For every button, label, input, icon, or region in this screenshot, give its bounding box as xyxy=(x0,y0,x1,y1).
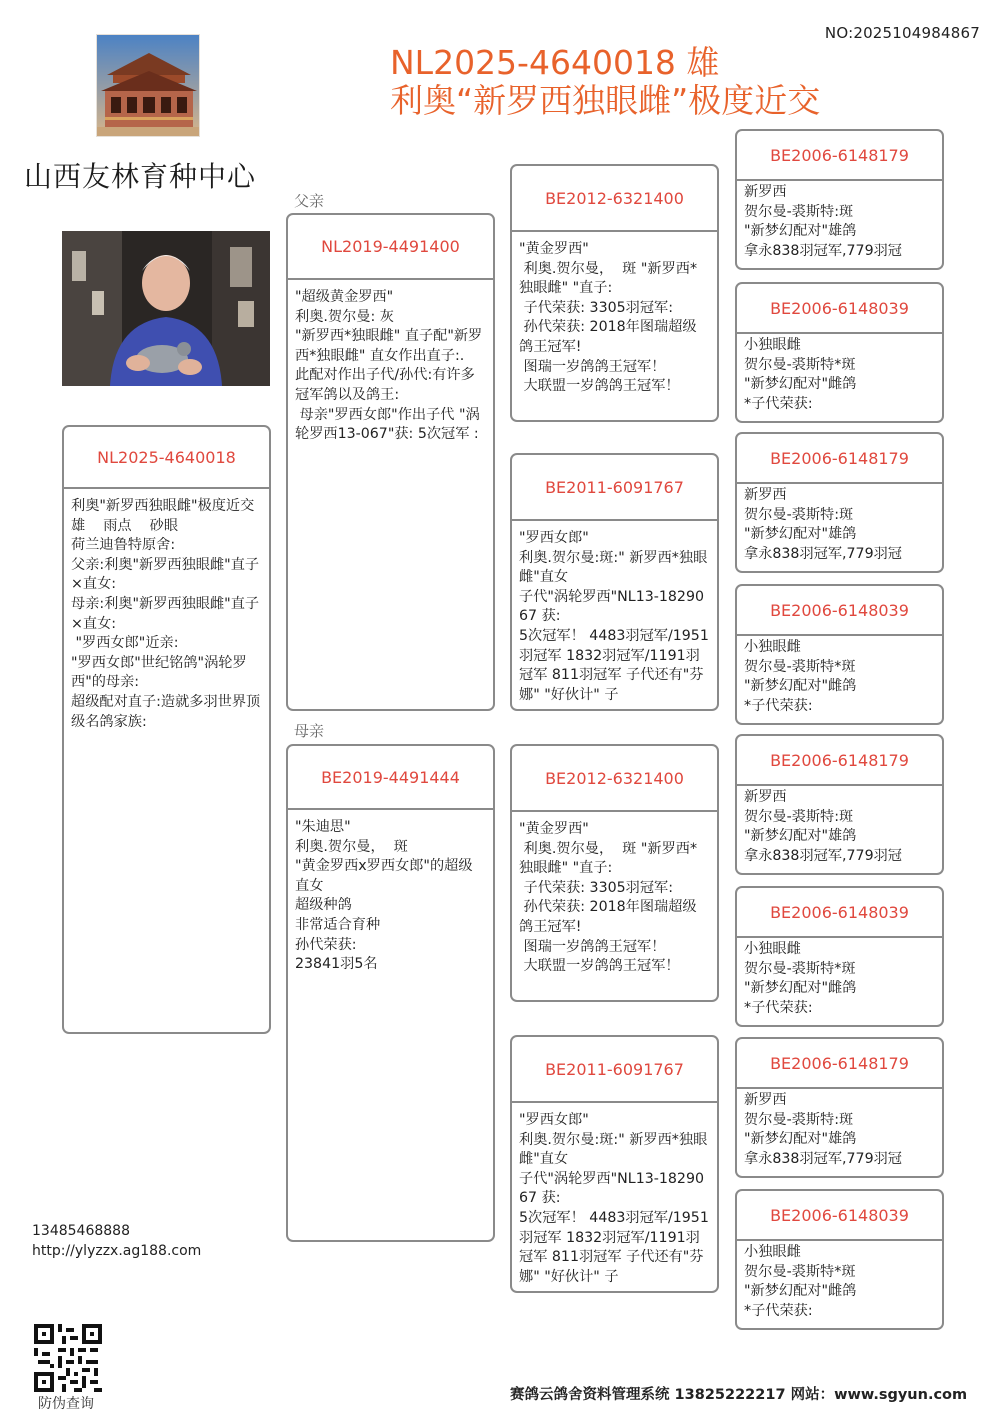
note-line: 拿永838羽冠军,779羽冠 xyxy=(744,545,902,562)
note-line: "罗西女郎"近亲: xyxy=(71,635,179,652)
note-line: 图瑞一岁鸽鸽王冠军！ xyxy=(519,938,666,955)
note-line: "朱迪思" xyxy=(295,819,351,835)
ancestor-card xyxy=(735,282,944,423)
note-line: 贺尔曼-裘斯特:斑 xyxy=(744,808,854,825)
contact-url[interactable]: http://ylyzzx.ag188.com xyxy=(32,1243,202,1259)
document-number: NO:2025104984867 xyxy=(824,24,980,42)
note-line: "黄金罗西x罗西女郎"的超级直女 xyxy=(295,858,473,894)
note-line: 利奥.贺尔曼:斑:" 新罗西*独眼雌"直女 xyxy=(519,1131,708,1168)
sire-card xyxy=(286,213,495,711)
note-line: 孙代荣获: 2018年图瑞超级鸽王冠军! xyxy=(519,319,697,355)
note-line: 非常适合育种 xyxy=(295,916,381,933)
note-line: 利奥.贺尔曼:斑:" 新罗西*独眼雌"直女 xyxy=(519,549,708,586)
note-line: 母亲:利奥"新罗西独眼雌"直子×直女: xyxy=(71,595,260,632)
note-line: 贺尔曼-裘斯特:斑 xyxy=(744,203,854,220)
note-line: 贺尔曼-裘斯特*斑 xyxy=(744,1263,856,1280)
ring-number: BE2006-6148179 xyxy=(737,736,942,786)
note-line: "新梦幻配对"雄鸽 xyxy=(744,828,857,845)
card-notes xyxy=(737,334,942,421)
subject-card xyxy=(62,425,271,1034)
note-line: 贺尔曼-裘斯特*斑 xyxy=(744,356,856,373)
ring-number: NL2025-4640018 xyxy=(64,427,269,489)
qr-caption: 防伪查询 xyxy=(38,1396,94,1412)
ancestor-card xyxy=(735,129,944,270)
qr-code[interactable] xyxy=(34,1324,102,1392)
ring-number: BE2006-6148039 xyxy=(737,586,942,636)
note-line: 图瑞一岁鸽鸽王冠军！ xyxy=(519,358,666,375)
subject-notes xyxy=(64,489,269,1032)
note-line: 此配对作出子代/孙代:有许多冠军鸽以及鸽王: xyxy=(295,367,475,403)
note-line: 贺尔曼-裘斯特*斑 xyxy=(744,960,856,977)
note-line: *子代荣获: xyxy=(744,395,813,412)
card-notes xyxy=(737,786,942,873)
organization-name: 山西友林育种中心 xyxy=(24,160,257,193)
ring-number: BE2006-6148179 xyxy=(737,131,942,181)
ring-number: BE2012-6321400 xyxy=(512,746,717,812)
card-notes xyxy=(512,232,717,420)
note-line: 利奥.贺尔曼: 灰 xyxy=(295,308,394,325)
note-line: 利奥.贺尔曼， 斑 "新罗西*独眼雌" "直子: xyxy=(519,260,698,297)
note-line: 5次冠军！ 4483羽冠军/1951羽冠军 1832羽冠军/1191羽冠军 811羽冠军 子代还有"芬娜" "好伙计" 子 xyxy=(519,627,709,703)
note-line: 新罗西 xyxy=(744,1092,787,1108)
note-line: "超级黄金罗西" xyxy=(295,289,394,305)
note-line: 子代荣获: 3305羽冠军: xyxy=(519,299,674,316)
note-line: 孙代荣获: xyxy=(295,936,357,953)
note-line: 贺尔曼-裘斯特*斑 xyxy=(744,658,856,675)
granddam-paternal-card xyxy=(510,453,719,711)
ring-number: BE2006-6148179 xyxy=(737,1039,942,1089)
card-notes xyxy=(737,1241,942,1328)
note-line: "新梦幻配对"雄鸽 xyxy=(744,1131,857,1148)
loft-logo-image xyxy=(96,34,200,137)
ring-number: NL2019-4491400 xyxy=(288,215,493,280)
note-line: 大联盟一岁鸽鸽王冠军！ xyxy=(519,958,680,975)
note-line: 贺尔曼-裘斯特:斑 xyxy=(744,506,854,523)
pigeon-title-line-2: 利奥“新罗西独眼雌”极度近交 xyxy=(390,81,821,120)
note-line: 贺尔曼-裘斯特:斑 xyxy=(744,1111,854,1128)
note-line: *子代荣获: xyxy=(744,697,813,714)
ancestor-card xyxy=(735,1037,944,1178)
ancestor-card xyxy=(735,432,944,573)
mother-label: 母亲 xyxy=(294,722,325,740)
note-line: 子代"涡轮罗西"NL13-1829067 获: xyxy=(519,1170,704,1207)
note-line: 孙代荣获: 2018年图瑞超级鸽王冠军! xyxy=(519,899,697,935)
ring-number: BE2006-6148039 xyxy=(737,888,942,938)
breeder-photo xyxy=(62,231,270,386)
note-line: "罗西女郎"世纪铭鸽"涡轮罗西"的母亲: xyxy=(71,654,247,691)
contact-phone: 13485468888 xyxy=(32,1223,130,1239)
note-line: 雄 雨点 砂眼 xyxy=(71,517,179,534)
dam-notes xyxy=(288,810,493,1240)
note-line: "新梦幻配对"雌鸽 xyxy=(744,376,857,393)
note-line: "新梦幻配对"雌鸽 xyxy=(744,980,857,997)
note-line: 利奥"新罗西独眼雌"极度近交 xyxy=(71,498,255,514)
note-line: 利奥.贺尔曼， 斑 xyxy=(295,838,408,855)
ring-number: BE2011-6091767 xyxy=(512,1037,717,1103)
card-notes xyxy=(737,484,942,571)
ring-number: BE2012-6321400 xyxy=(512,166,717,232)
note-line: "新梦幻配对"雌鸽 xyxy=(744,678,857,695)
footer-system-info: 赛鸽云鸽舍资料管理系统 13825222217 网站：www.sgyun.com xyxy=(510,1387,968,1403)
grandsire-maternal-card xyxy=(510,744,719,1002)
note-line: 超级种鸽 xyxy=(295,897,352,914)
father-label: 父亲 xyxy=(294,192,325,210)
note-line: 母亲"罗西女郎"作出子代 "涡轮罗西13-067"获: 5次冠军 : xyxy=(295,406,480,443)
note-line: 新罗西 xyxy=(744,789,787,805)
ancestor-card xyxy=(735,734,944,875)
note-line: 新罗西 xyxy=(744,487,787,503)
card-notes xyxy=(512,1103,717,1291)
card-notes xyxy=(737,1089,942,1176)
note-line: 小独眼雌 xyxy=(744,639,801,655)
card-notes xyxy=(737,938,942,1025)
note-line: 利奥.贺尔曼， 斑 "新罗西*独眼雌" "直子: xyxy=(519,840,698,877)
ring-number: BE2006-6148039 xyxy=(737,1191,942,1241)
card-notes xyxy=(512,812,717,1000)
ring-number: BE2011-6091767 xyxy=(512,455,717,521)
ancestor-card xyxy=(735,584,944,725)
note-line: 父亲:利奥"新罗西独眼雌"直子×直女: xyxy=(71,556,260,593)
note-line: 拿永838羽冠军,779羽冠 xyxy=(744,847,902,864)
ring-number: BE2006-6148179 xyxy=(737,434,942,484)
note-line: "新梦幻配对"雄鸽 xyxy=(744,526,857,543)
note-line: 子代"涡轮罗西"NL13-1829067 获: xyxy=(519,588,704,625)
note-line: 小独眼雌 xyxy=(744,337,801,353)
note-line: *子代荣获: xyxy=(744,999,813,1016)
grandsire-paternal-card xyxy=(510,164,719,422)
note-line: 大联盟一岁鸽鸽王冠军！ xyxy=(519,378,680,395)
note-line: 荷兰迪鲁特原舍: xyxy=(71,537,176,554)
note-line: "罗西女郎" xyxy=(519,1112,589,1128)
note-line: *子代荣获: xyxy=(744,1302,813,1319)
granddam-maternal-card xyxy=(510,1035,719,1293)
card-notes xyxy=(512,521,717,709)
note-line: 5次冠军！ 4483羽冠军/1951羽冠军 1832羽冠军/1191羽冠军 811羽冠军 子代还有"芬娜" "好伙计" 子 xyxy=(519,1209,709,1285)
note-line: 拿永838羽冠军,779羽冠 xyxy=(744,1150,902,1167)
ancestor-card xyxy=(735,1189,944,1330)
card-notes xyxy=(737,636,942,723)
note-line: 子代荣获: 3305羽冠军: xyxy=(519,879,674,896)
note-line: 小独眼雌 xyxy=(744,1244,801,1260)
dam-card xyxy=(286,744,495,1242)
note-line: 超级配对直子:造就多羽世界顶级名鸽家族: xyxy=(71,693,261,730)
ring-number: BE2006-6148039 xyxy=(737,284,942,334)
note-line: 拿永838羽冠军,779羽冠 xyxy=(744,242,902,259)
pigeon-title-line-1: NL2025-4640018 雄 xyxy=(390,43,720,82)
note-line: "黄金罗西" xyxy=(519,241,589,257)
note-line: "罗西女郎" xyxy=(519,530,589,546)
note-line: 小独眼雌 xyxy=(744,941,801,957)
sire-notes xyxy=(288,280,493,709)
note-line: "新梦幻配对"雄鸽 xyxy=(744,223,857,240)
note-line: 新罗西 xyxy=(744,184,787,200)
note-line: 23841羽5名 xyxy=(295,956,378,973)
note-line: "新罗西*独眼雌" 直子配"新罗西*独眼雌" 直女作出直子:. xyxy=(295,328,483,364)
card-notes xyxy=(737,181,942,268)
ring-number: BE2019-4491444 xyxy=(288,746,493,810)
note-line: "黄金罗西" xyxy=(519,821,589,837)
note-line: "新梦幻配对"雌鸽 xyxy=(744,1283,857,1300)
ancestor-card xyxy=(735,886,944,1027)
